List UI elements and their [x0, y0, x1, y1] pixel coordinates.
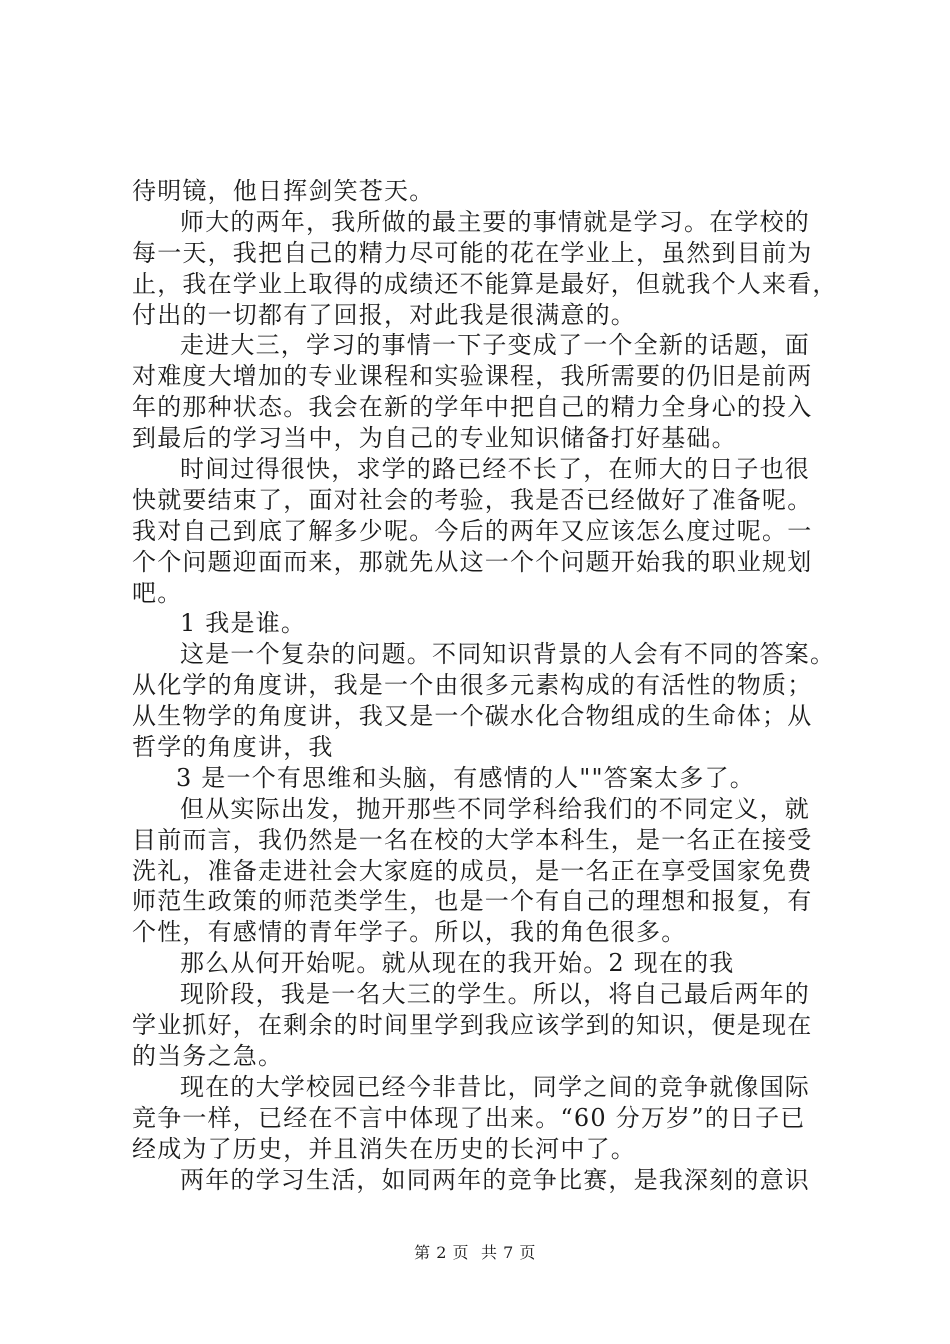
text-line: 的当务之急。 — [132, 1041, 284, 1070]
text-line: 时间过得很快，求学的路已经不长了，在师大的日子也很 — [180, 455, 810, 484]
text-line: 个个问题迎面而来，那就先从这一个个问题开始我的职业规划 — [132, 547, 813, 576]
text-line: 个性，有感情的青年学子。所以，我的角色很多。 — [132, 918, 687, 947]
text-line: 从化学的角度讲，我是一个由很多元素构成的有活性的物质； — [132, 671, 813, 700]
text-line: 待明镜，他日挥剑笑苍天。 — [132, 177, 435, 205]
text-line: 竞争一样，已经在不言中体现了出来。“60 分万岁”的日子已 — [132, 1103, 806, 1132]
text-line: 目前而言，我仍然是一名在校的大学本科生，是一名正在接受 — [132, 825, 813, 854]
text-line: 从生物学的角度讲，我又是一个碳水化合物组成的生命体；从 — [132, 702, 813, 731]
text-line: 付出的一切都有了回报，对此我是很满意的。 — [132, 300, 636, 329]
text-line: 学业抓好，在剩余的时间里学到我应该学到的知识，便是现在 — [132, 1011, 813, 1040]
text-line: 吧。 — [132, 578, 183, 607]
text-line: 经成为了历史，并且消失在历史的长河中了。 — [132, 1134, 636, 1163]
text-line: 但从实际出发，抛开那些不同学科给我们的不同定义，就 — [180, 794, 810, 823]
text-line: 每一天，我把自己的精力尽可能的花在学业上，虽然到目前为 — [132, 238, 813, 267]
page-footer — [0, 1240, 950, 1263]
text-line: 我对自己到底了解多少呢。今后的两年又应该怎么度过呢。一 — [132, 516, 813, 545]
document-body — [132, 176, 838, 1195]
text-line: 洗礼，准备走进社会大家庭的成员，是一名正在享受国家免费 — [132, 856, 813, 885]
text-line: 1 我是谁。 — [180, 609, 307, 638]
text-line: 现在的大学校园已经今非昔比，同学之间的竞争就像国际 — [180, 1072, 810, 1101]
text-line: 两年的学习生活，如同两年的竞争比赛，是我深刻的意识 — [180, 1165, 810, 1194]
text-line: 年的那种状态。我会在新的学年中把自己的精力全身心的投入 — [132, 393, 813, 422]
text-line: 快就要结束了，面对社会的考验，我是否已经做好了准备呢。 — [132, 485, 813, 514]
text-line: 哲学的角度讲，我 — [132, 733, 334, 762]
text-line: 这是一个复杂的问题。不同知识背景的人会有不同的答案。 — [180, 640, 836, 669]
text-line: 师大的两年，我所做的最主要的事情就是学习。在学校的 — [180, 207, 810, 236]
text-line: 那么从何开始呢。就从现在的我开始。2 现在的我 — [180, 949, 735, 978]
text-line: 走进大三，学习的事情一下子变成了一个全新的话题，面 — [180, 331, 810, 360]
text-line: 现阶段，我是一名大三的学生。所以，将自己最后两年的 — [180, 980, 810, 1009]
page-number: 第 2 页 — [414, 1243, 469, 1262]
text-line: 到最后的学习当中，为自己的专业知识储备打好基础。 — [132, 424, 737, 453]
page-total: 共 7 页 — [481, 1243, 536, 1262]
text-line: 止，我在学业上取得的成绩还不能算是最好，但就我个人来看， — [132, 269, 838, 298]
text-line: 3 是一个有思维和头脑，有感情的人""答案太多了。 — [176, 763, 755, 792]
text-line: 师范生政策的师范类学生，也是一个有自己的理想和报复，有 — [132, 887, 813, 916]
text-line: 对难度大增加的专业课程和实验课程，我所需要的仍旧是前两 — [132, 362, 813, 391]
